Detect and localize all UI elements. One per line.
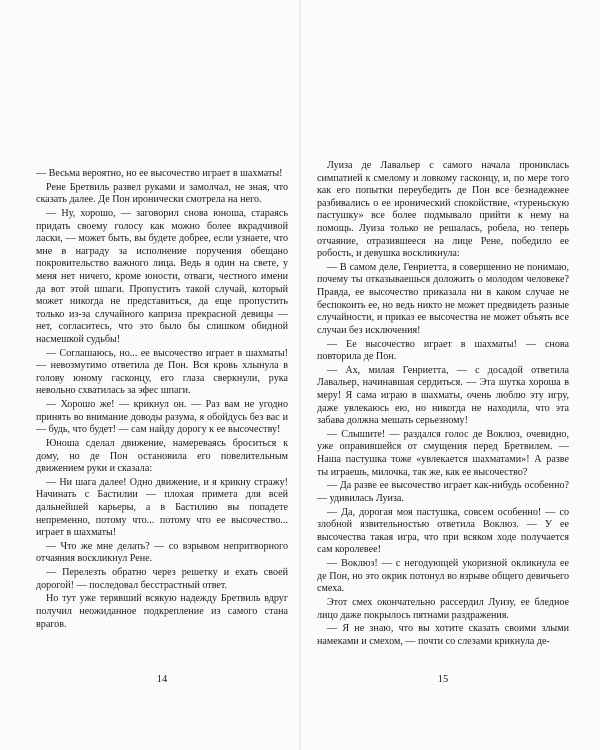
page-number-left: 14	[156, 674, 168, 685]
paragraph: — Что же мне делать? — со взрывом непритворного отчаяния воскликнул Рене.	[36, 540, 288, 565]
page-number-right: 15	[437, 674, 449, 685]
paragraph: Но тут уже терявший всякую надежду Бретвиль вдруг получил неожиданное подкрепление из самого стана врагов.	[36, 593, 288, 630]
book-gutter	[299, 0, 301, 750]
paragraph: — Ну, хорошо, — заговорил снова юноша, стараясь придать своему голосу как можно более вкрадчивой ласки, — может быть, вы будете добрее, если узнаете, что мне в награду за исполнение поручения обещано покровительство важного лица. Ведь я один на свете, у меня нет ничего, кроме юности, отваги, честного имени да вот этой шпаги. Пропустить такой случай, который может никогда не представиться, да еще пропустить только из-за случайного каприза прекрасной девицы — нет, согласитесь, что это было бы слишком обидной насмешкой судьбы!	[36, 207, 288, 345]
right-page-text	[317, 160, 569, 650]
paragraph: Этот смех окончательно рассердил Луизу, ее бледное лицо даже покрылось пятнами раздражения.	[317, 596, 569, 621]
paragraph: — Хорошо же! — крикнул он. — Раз вам не угодно принять во внимание доводы разума, я обойдусь без вас и — будь, что будет! — сам найду дорогу к ее высочеству!	[36, 399, 288, 436]
paragraph: — Слышите! — раздался голос де Воклюз, очевидно, уже оправившейся от смущения перед Бретвилем. — Наша пастушка тоже «увлекается шахматами»! А разве ты играешь, милочка, так же, как ее высочество?	[317, 428, 569, 478]
paragraph: — Ни шага далее! Одно движение, и я крикну стражу! Начинать с Бастилии — плохая примета для всей дальнейшей карьеры, а в Бастилию вы попадете непременно, потому что... потому что ее высочество... играет в шахматы!	[36, 476, 288, 539]
paragraph: — Перелезть обратно через решетку и ехать своей дорогой! — последовал бесстрастный ответ.	[36, 567, 288, 591]
paragraph: — Да разве ее высочество играет как-нибудь особенно? — удивилась Луиза.	[317, 480, 569, 504]
left-page-text	[36, 168, 288, 632]
paragraph: — Я не знаю, что вы хотите сказать своими злыми намеками и смехом, — почти со слезами крикнула де-	[317, 623, 569, 647]
paragraph: — В самом деле, Генриетта, я совершенно не понимаю, почему ты отказываешься доложить о молодом человеке? Правда, ее высочество приказала ни в каком случае не беспокоить ее, но ведь никто не может предвидеть разные случайности, и приказ ее высочества не может объять все случаи без исключения!	[317, 261, 569, 336]
paragraph: — Ах, милая Генриетта, — с досадой ответила Лавальер, начинавшая сердиться. — Эта шутка хороша в меру! Я сама играю в шахматы, очень люблю эту игру, даже увлекаюсь ею, но никогда не находила, что эта забава должна мешать серьезному!	[317, 364, 569, 427]
paragraph: — Воклюз! — с негодующей укоризной окликнула ее де Пон, но это окрик потонул во взрыве общего девичьего смеха.	[317, 558, 569, 595]
paragraph: Юноша сделал движение, намереваясь броситься к дому, но де Пон остановила его повелительным движением руки и сказала:	[36, 437, 288, 475]
paragraph: Рене Бретвиль развел руками и замолчал, не зная, что сказать далее. Де Пон иронически смотрела на него.	[36, 181, 288, 206]
paragraph: — Весьма вероятно, но ее высочество играет в шахматы!	[36, 168, 283, 179]
paragraph: — Соглашаюсь, но... ее высочество играет в шахматы! — невозмутимо ответила де Пон. Вся кровь хлынула в голову юному гасконцу, его глаза сверкнули, рука невольно схватилась за эфес шпаги.	[36, 347, 288, 397]
paragraph: — Да, дорогая моя пастушка, совсем особенно! — со злобной язвительностью ответила Воклюз. — У ее высочества такая игра, что при всяком ходе получается сам королевее!	[317, 506, 569, 556]
paragraph: — Ее высочество играет в шахматы! — снова повторила де Пон.	[317, 338, 569, 363]
paragraph: Луиза де Лавальер с самого начала прониклась симпатией к смелому и ловкому гасконцу, и, по мере того как его попытки переубедить де Пон все безнадежнее разбивались о ее иронический спокойствие, «туреньскую пастушку» все более подмывало прийти к нему на помощь. Луиза только не решалась, робела, но теперь отчаяние, отразившееся на лице Рене, победило ее робость, и девушка воскликнула:	[317, 160, 569, 260]
